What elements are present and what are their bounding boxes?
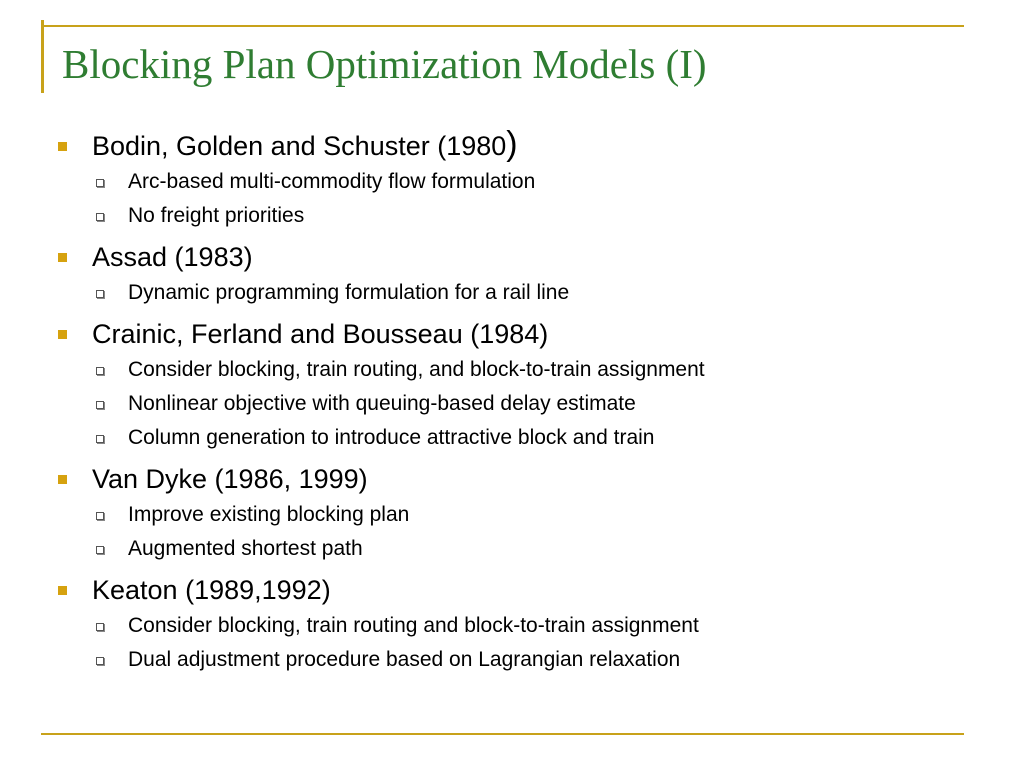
bullet-list [56,125,956,677]
hollow-square-bullet-icon [96,435,104,443]
bullet-heading-text: Bodin, Golden and Schuster (1980 [92,131,507,161]
bullet-heading-text: Keaton (1989,1992) [92,575,331,605]
sub-bullet [56,199,956,233]
hollow-square-bullet-icon [96,546,104,554]
sub-bullet-text: Consider blocking, train routing and block-to-train assignment [128,614,699,637]
hollow-square-bullet-icon [96,401,104,409]
sub-bullet [56,387,956,421]
list-item [56,572,956,677]
title-accent-bar [41,20,44,93]
sub-bullet-text: Augmented shortest path [128,537,363,560]
list-item [56,461,956,566]
bullet-heading-text: Crainic, Ferland and Bousseau (1984) [92,319,549,349]
slide-title: Blocking Plan Optimization Models (I) [62,41,707,87]
sub-list [56,353,956,455]
square-bullet-icon [58,330,67,339]
sub-bullet [56,498,956,532]
square-bullet-icon [58,253,67,262]
bullet-heading [56,125,956,164]
bottom-accent-line [41,733,964,735]
sub-bullet [56,532,956,566]
sub-bullet-text: No freight priorities [128,204,305,227]
hollow-square-bullet-icon [96,213,104,221]
list-item [56,125,956,233]
sub-bullet [56,643,956,677]
hollow-square-bullet-icon [96,367,104,375]
sub-bullet-text: Column generation to introduce attractive block and train [128,426,655,449]
sub-bullet-text: Improve existing blocking plan [128,503,410,526]
sub-bullet-text: Nonlinear objective with queuing-based delay estimate [128,392,636,415]
bullet-heading-paren: ) [506,125,518,163]
hollow-square-bullet-icon [96,512,104,520]
square-bullet-icon [58,142,67,151]
sub-bullet [56,276,956,310]
square-bullet-icon [58,475,67,484]
hollow-square-bullet-icon [96,657,104,665]
sub-bullet-text: Consider blocking, train routing, and block-to-train assignment [128,358,705,381]
hollow-square-bullet-icon [96,290,104,298]
sub-bullet-text: Arc-based multi-commodity flow formulation [128,170,536,193]
sub-bullet [56,609,956,643]
sub-bullet [56,421,956,455]
bullet-heading [56,239,956,275]
bullet-heading [56,461,956,497]
sub-bullet [56,353,956,387]
bullet-heading [56,572,956,608]
hollow-square-bullet-icon [96,179,104,187]
sub-bullet-text: Dual adjustment procedure based on Lagrangian relaxation [128,648,681,671]
list-item [56,239,956,310]
square-bullet-icon [58,586,67,595]
sub-bullet [56,165,956,199]
sub-list [56,165,956,233]
bullet-heading [56,316,956,352]
sub-bullet-text: Dynamic programming formulation for a rail line [128,281,570,304]
list-item [56,316,956,455]
top-accent-line [41,25,964,27]
sub-list [56,498,956,566]
bullet-heading-text: Van Dyke (1986, 1999) [92,464,368,494]
sub-list [56,276,956,310]
bullet-heading-text: Assad (1983) [92,242,253,272]
hollow-square-bullet-icon [96,623,104,631]
sub-list [56,609,956,677]
